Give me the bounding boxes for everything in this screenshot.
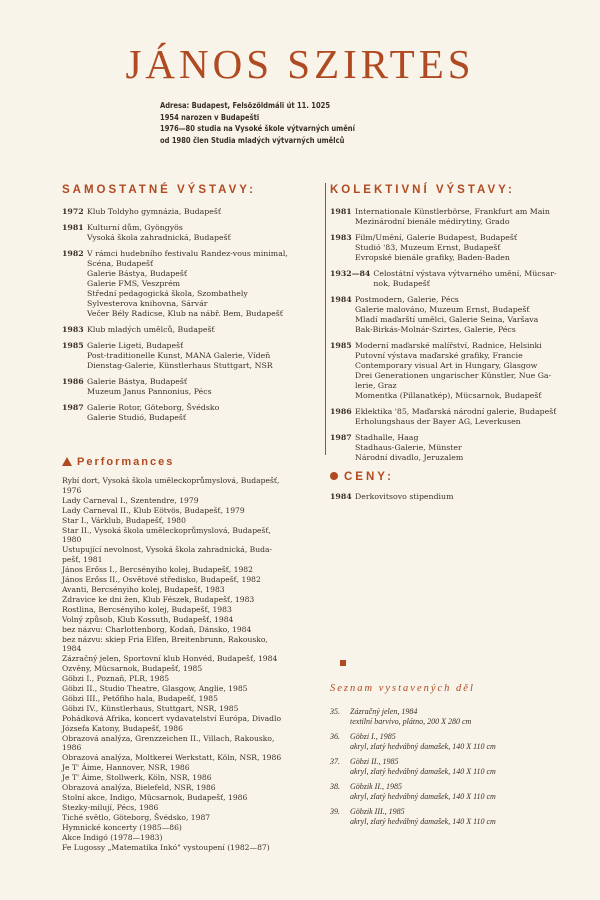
- work-item: [330, 732, 580, 752]
- exhibition-venue: Putovní výstava maďarské grafiky, Francie: [355, 351, 523, 360]
- exhibited-works-list: [330, 707, 580, 827]
- exhibition-venue: Film/Umění, Galerie Budapest, Budapešť: [355, 233, 517, 242]
- exhibition-venues: [87, 377, 324, 397]
- exhibition-year: 1972: [62, 207, 84, 216]
- exhibition-venue: Internationale Künstlerbörse, Frankfurt am Main: [355, 207, 550, 216]
- exhibition-venue: Galerie malováno, Muzeum Ernst, Budapešť: [355, 305, 530, 314]
- work-line: akryl, zlatý hedvábný damašek, 140 X 110 cm: [350, 817, 496, 826]
- exhibition-entry: [330, 207, 570, 227]
- work-item: [330, 782, 580, 802]
- performance-line: Stezky-milují, Pécs, 1986: [62, 802, 159, 812]
- artist-address-block: [160, 100, 580, 146]
- awards-heading: CENY:: [344, 471, 394, 483]
- solo-exhibitions-list: [62, 207, 324, 423]
- award-text: Derkovitsovo stipendium: [355, 492, 454, 501]
- exhibition-venue: Galerie Bástya, Budapešť: [87, 377, 187, 386]
- exhibition-venues: [373, 269, 570, 289]
- exhibition-year: 1982: [62, 249, 84, 258]
- exhibition-venue: Post-traditionelle Kunst, MANA Galerie, Vídeň: [87, 351, 271, 360]
- exhibition-venues: [87, 403, 324, 423]
- performance-line: Volný způsob, Klub Kossuth, Budapešť, 1984: [62, 614, 234, 624]
- exhibition-year: 1985: [62, 341, 84, 350]
- exhibition-venue: Galerie Studió, Budapešť: [87, 413, 187, 422]
- performances-heading-row: [62, 455, 324, 469]
- performance-line: Fe Lugossy „Matematika Inkó" vystoupení (1982—87): [62, 842, 270, 852]
- exhibition-year: 1985: [330, 341, 352, 350]
- exhibition-venue: Večer Bély Radicse, Klub na nábř. Bem, Budapešť: [87, 309, 283, 318]
- exhibition-venue: Contemporary visual Art in Hungary, Glasgow: [355, 361, 538, 370]
- work-number: 39.: [330, 807, 340, 816]
- exhibition-venue: Galerie Bástya, Budapešť: [87, 269, 187, 278]
- exhibition-entry: [62, 403, 324, 423]
- bullet-dot-icon: [330, 472, 338, 480]
- work-text: [350, 807, 580, 827]
- address-line: Adresa: Budapest, Felsözöldmáli út 11. 1025: [160, 101, 331, 110]
- performance-line: Lady Carneval I., Szentendre, 1979: [62, 495, 199, 505]
- exhibition-year: 1983: [330, 233, 352, 242]
- performance-line: bez názvu: skiep Fria Elfen, Breitenbrunn, Rakousko,: [62, 634, 268, 644]
- address-line: 1954 narozen v Budapešti: [160, 112, 260, 122]
- exhibition-year: 1981: [62, 223, 84, 232]
- exhibition-venue: Stadhalle, Haag: [355, 433, 419, 442]
- exhibition-venue: Bak-Birkás-Molnár-Szirtes, Galerie, Pécs: [355, 325, 516, 334]
- performance-line: Lady Carneval II., Klub Eötvös, Budapešť, 1979: [62, 505, 245, 515]
- work-line: akryl, zlatý hedvábný damašek, 140 X 110 cm: [350, 742, 496, 751]
- exhibition-year: 1987: [330, 433, 352, 442]
- exhibition-venues: [355, 233, 570, 263]
- work-number: 36.: [330, 732, 340, 741]
- exhibition-venue: Drei Generationen ungarischer Künstler, Nue Ga-: [355, 371, 552, 380]
- exhibition-year: 1986: [330, 407, 352, 416]
- work-item: [330, 707, 580, 727]
- performance-line: Pohádková Afrika, koncert vydavatelství Európa, Divadlo: [62, 713, 282, 723]
- exhibition-entry: [330, 433, 570, 463]
- exhibition-year: 1932—84: [330, 269, 371, 278]
- exhibition-year: 1986: [62, 377, 84, 386]
- exhibition-venue: Galerie Ligeti, Budapešť: [87, 341, 184, 350]
- work-line: Göbzik II., 1985: [350, 782, 402, 791]
- performance-line: Je T' Áime, Hannover, NSR, 1986: [62, 763, 190, 773]
- work-text: [350, 732, 580, 752]
- awards-heading-row: [330, 470, 570, 484]
- exhibition-venues: [355, 341, 570, 401]
- work-number: 38.: [330, 782, 340, 791]
- award-entry: [330, 492, 570, 502]
- exhibition-entry: [330, 407, 570, 427]
- exhibition-entry: [330, 341, 570, 401]
- performance-line: Ustupující nevolnost, Vysoká škola zahradnická, Buda-: [62, 545, 273, 555]
- performance-line: 1984: [62, 644, 82, 654]
- performance-line: Obrazová analýza, Moltkerei Werkstatt, Köln, NSR, 1986: [62, 753, 282, 763]
- exhibition-venue: Národní divadlo, Jeruzalem: [355, 453, 464, 462]
- exhibition-venues: [355, 207, 570, 227]
- work-line: akryl, zlatý hedvábný damašek, 140 X 110 cm: [350, 792, 496, 801]
- exhibition-venue: Eklektika '85, Maďarská národní galerie, Budapešť: [355, 407, 557, 416]
- exhibition-year: 1984: [330, 295, 352, 304]
- performance-line: Göbzi III., Petőfiho hala, Budapešť, 1985: [62, 693, 218, 703]
- exhibited-works-heading: Seznam vystavených děl: [330, 683, 475, 694]
- performance-line: Avanti, Bercsényiho kolej, Budapešť, 1983: [62, 584, 225, 594]
- exhibition-venue: Galerie FMS, Veszprém: [87, 279, 181, 288]
- work-text: [350, 757, 580, 777]
- performance-line: Stolní akce, Indigo, Mücsarnok, Budapešť, 1986: [62, 793, 248, 802]
- exhibition-venue: Moderní maďarské malířství, Radnice, Helsinki: [355, 341, 542, 350]
- performance-line: Je T' Áime, Stollwerk, Köln, NSR, 1986: [62, 773, 212, 783]
- address-line: od 1980 člen Studia mladých výtvarných umělců: [160, 135, 345, 145]
- exhibition-entry: [62, 325, 324, 335]
- exhibition-entry: [62, 377, 324, 397]
- exhibition-venues: [355, 295, 570, 335]
- exhibition-venues: [87, 341, 324, 371]
- exhibition-venue: Studió '83, Muzeum Ernst, Budapešť: [355, 243, 501, 252]
- work-number: 37.: [330, 757, 340, 766]
- exhibition-entry: [62, 207, 324, 217]
- exhibition-entry: [330, 295, 570, 335]
- performance-line: Zdravice ke dni žen, Klub Fészek, Budapešť, 1983: [62, 594, 255, 604]
- performance-line: Akce Indigó (1978—1983): [62, 832, 163, 842]
- exhibition-venue: Erholungshaus der Bayer AG, Leverkusen: [355, 417, 521, 426]
- work-line: Göbzi I., 1985: [350, 732, 396, 741]
- exhibition-entry: [62, 341, 324, 371]
- performance-line: bez názvu: Charlottenborg, Kodaň, Dánsko, 1984: [62, 624, 252, 634]
- exhibition-venue: Muzeum Janus Pannonius, Pécs: [87, 387, 212, 396]
- exhibition-year: 1987: [62, 403, 84, 412]
- performance-line: Göbzi IV., Künstlerhaus, Stuttgart, NSR, 1985: [62, 703, 239, 713]
- exhibition-year: 1981: [330, 207, 352, 216]
- performances-section: [62, 455, 324, 852]
- work-text: [350, 707, 580, 727]
- exhibition-venues: [355, 433, 570, 463]
- award-year: 1984: [330, 492, 352, 501]
- exhibition-venue: lerie, Graz: [355, 381, 397, 390]
- page-title: JÁNOS SZIRTES: [125, 41, 475, 87]
- exhibition-entry: [62, 249, 324, 319]
- performance-line: pešť, 1981: [62, 555, 103, 565]
- performance-line: János Erőss II., Osvětové středisko, Budapešť, 1982: [62, 575, 261, 585]
- work-line: Göbzi II., 1985: [350, 757, 399, 766]
- exhibition-venue: Evropské bienále grafiky, Baden-Baden: [355, 253, 510, 262]
- performance-line: Göbzi II., Studio Theatre, Glasgow, Anglie, 1985: [62, 684, 248, 694]
- performance-line: 1986: [62, 743, 82, 753]
- column-divider: [325, 183, 326, 455]
- solo-exhibitions-section: [62, 183, 324, 429]
- performance-line: Józsefa Katony, Budapešť, 1986: [62, 723, 183, 733]
- work-item: [330, 757, 580, 777]
- exhibition-venues: [87, 325, 324, 335]
- performance-line: Obrazová analýza, Bielefeld, NSR, 1986: [62, 783, 216, 793]
- exhibition-entry: [62, 223, 324, 243]
- work-line: Göbzik III., 1985: [350, 807, 405, 816]
- awards-section: [330, 470, 570, 508]
- performance-line: Obrazová analýza, Grenzzeichen II., Villach, Rakousko,: [62, 733, 275, 743]
- exhibition-venue: Galerie Rotor, Göteborg, Švédsko: [87, 403, 220, 412]
- performances-heading: Performances: [77, 456, 175, 468]
- exhibition-venue: Dienstag-Galerie, Künstlerhaus Stuttgart, NSR: [87, 361, 273, 370]
- exhibition-venue: Stadhaus-Galerie, Münster: [355, 443, 462, 452]
- work-text: [350, 782, 580, 802]
- exhibition-venue: Mezinárodní bienále médirytiny, Grado: [355, 217, 510, 226]
- exhibition-entry: [330, 269, 570, 289]
- square-bullet-icon: [340, 660, 346, 666]
- performance-line: János Erőss I., Bercsényiho kolej, Budapešť, 1982: [62, 565, 253, 575]
- work-number: 35.: [330, 707, 340, 716]
- performance-line: Hymnické koncerty (1985—86): [62, 822, 182, 832]
- work-line: akryl, zlatý hedvábný damašek, 140 X 110 cm: [350, 767, 496, 776]
- performance-line: Rostlina, Bercsényiho kolej, Budapešť, 1983: [62, 604, 232, 614]
- performance-line: Star II., Vysoká škola uměleckoprůmyslová, Budapešť,: [62, 525, 271, 535]
- performance-line: Zázračný jelen, Sportovní klub Honvéd, Budapešť, 1984: [62, 654, 278, 664]
- exhibition-venue: V rámci hudebního festivalu Randez-vous minimal,: [87, 249, 288, 258]
- performance-line: Ozvěny, Mücsarnok, Budapešť, 1985: [62, 664, 203, 674]
- exhibition-venue: Postmodern, Galerie, Pécs: [355, 295, 459, 304]
- work-item: [330, 807, 580, 827]
- group-exhibitions-list: [330, 207, 570, 463]
- performance-line: Göbzi I., Poznaň, PLR, 1985: [62, 674, 170, 684]
- performance-line: 1976: [62, 485, 82, 495]
- exhibition-venue: nok, Budapešť: [373, 279, 430, 288]
- exhibition-venues: [87, 207, 324, 217]
- exhibition-venue: Střední pedagogická škola, Szombathely: [87, 289, 248, 298]
- exhibition-venue: Scéna, Budapešť: [87, 259, 154, 268]
- exhibition-venue: Mladí maďarští umělci, Galerie Seina, Varšava: [355, 315, 539, 324]
- exhibition-year: 1983: [62, 325, 84, 334]
- group-exhibitions-section: [330, 183, 570, 469]
- performance-line: Star I., Várklub, Budapešť, 1980: [62, 515, 186, 525]
- exhibition-venue: Klub Toldyho gymnázia, Budapešť: [87, 207, 221, 216]
- exhibition-venue: Celostátní výstava výtvarného umění, Mücsar-: [373, 269, 557, 278]
- performance-line: Tiché světlo, Göteborg, Švédsko, 1987: [62, 812, 211, 822]
- exhibition-venue: Kulturní dům, Gyöngyös: [87, 223, 183, 232]
- group-exhibitions-heading: KOLEKTIVNÍ VÝSTAVY:: [330, 184, 515, 196]
- exhibition-venue: Sylvesterova knihovna, Sárvár: [87, 299, 208, 308]
- exhibition-venues: [87, 223, 324, 243]
- exhibited-works-section: [330, 682, 580, 832]
- work-line: Zázračný jelen, 1984: [350, 707, 418, 716]
- work-line: textilní barvivo, plátno, 200 X 280 cm: [350, 717, 472, 726]
- exhibition-entry: [330, 233, 570, 263]
- exhibition-venues: [355, 407, 570, 427]
- performance-line: Rybí dort, Vysoká škola uměleckoprůmyslová, Budapešť,: [62, 476, 280, 485]
- performance-line: 1980: [62, 535, 82, 545]
- performances-list: [62, 476, 324, 852]
- exhibition-venue: Vysoká škola zahradnická, Budapešť: [87, 233, 231, 242]
- exhibition-venues: [87, 249, 324, 319]
- triangle-icon: [62, 457, 72, 466]
- exhibition-venue: Klub mladých umělců, Budapešť: [87, 325, 215, 334]
- address-line: 1976—80 studia na Vysoké škole výtvarných umění: [160, 124, 355, 133]
- exhibition-venue: Momentka (Pillanatkép), Mücsarnok, Budapešť: [355, 391, 542, 400]
- solo-exhibitions-heading: SAMOSTATNÉ VÝSTAVY:: [62, 184, 256, 196]
